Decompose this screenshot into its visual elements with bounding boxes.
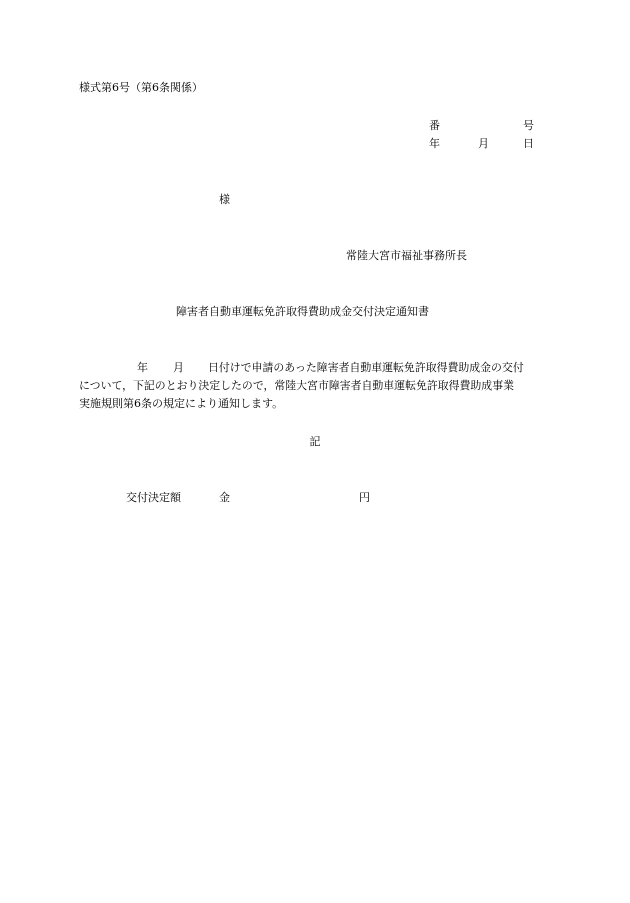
sender-name: 常陸大宮市福祉事務所長: [346, 249, 467, 262]
body-year: 年: [137, 361, 148, 374]
date-month: 月: [478, 137, 489, 150]
amount-label: 交付決定額: [126, 491, 181, 504]
body-line-1: 日付けで申請のあった障害者自動車運転免許取得費助成金の交付: [208, 361, 524, 374]
ki-heading: 記: [309, 435, 321, 448]
document-title: 障害者自動車運転免許取得費助成金交付決定通知書: [176, 305, 429, 318]
body-line-2: について，下記のとおり決定したので，常陸大宮市障害者自動車運転免許取得費助成事業: [79, 379, 514, 392]
amount-kin: 金: [219, 491, 230, 504]
addressee-suffix: 様: [219, 193, 230, 206]
amount-yen: 円: [359, 491, 370, 504]
date-day: 日: [523, 137, 534, 150]
reference-number-label: 番: [429, 119, 440, 132]
body-month: 月: [173, 361, 184, 374]
form-id: 様式第6号（第6条関係）: [79, 81, 203, 94]
reference-number-suffix: 号: [523, 119, 534, 132]
body-line-3: 実施規則第6条の規定により通知します。: [79, 397, 284, 410]
date-year: 年: [429, 137, 440, 150]
